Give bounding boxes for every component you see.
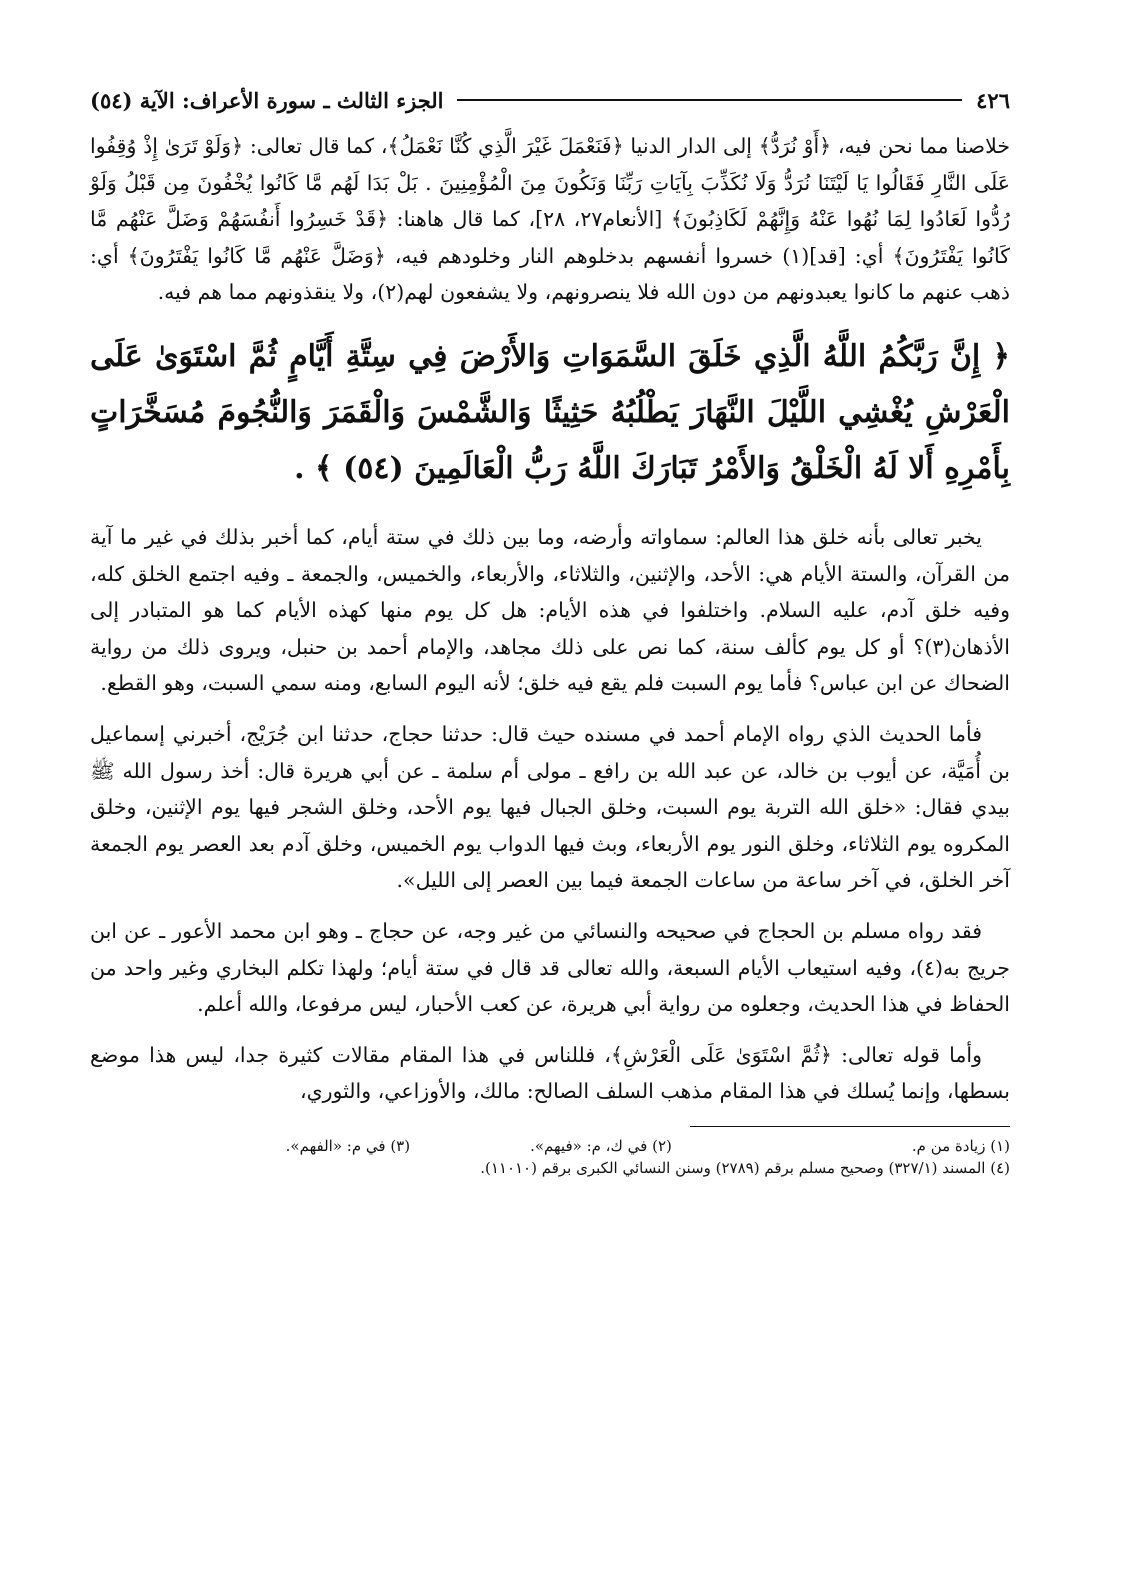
- page-number: ٤٢٦: [976, 87, 1010, 113]
- footnote-1: (١) زيادة من م.: [911, 1136, 1010, 1155]
- paragraph-hadith: فأما الحديث الذي رواه الإمام أحمد في مسنده حيث قال: حدثنا حجاج، حدثنا ابن جُرَيْج، أخبرني إسماعيل بن أُمَيَّة، عن أيوب بن خالد، عن عبد الله بن رافع ـ مولى أم سلمة ـ عن أبي هريرة قال: أخذ رسول الله ﷺ بيدي فقال: «خلق الله التربة يوم السبت، وخلق الجبال فيها يوم الأحد، وخلق الشجر فيها يوم الإثنين، وخلق المكروه يوم الثلاثاء، وخلق النور يوم الأربعاء، وبث فيها الدواب يوم الخميس، وخلق آدم بعد العصر يوم الجمعة آخر الخلق، في آخر ساعة من ساعات الجمعة فيما بين العصر إلى الليل».: [90, 721, 1010, 893]
- intro-paragraph: خلاصنا مما نحن فيه، ﴿أَوْ نُرَدُّ﴾ إلى الدار الدنيا ﴿فَنَعْمَلَ غَيْرَ الَّذِي كُنَّا نَعْمَلُ﴾، كما قال تعالى: ﴿وَلَوْ تَرَىٰ إِذْ وُقِفُوا عَلَى النَّارِ فَقَالُوا يَا لَيْتَنَا نُرَدُّ وَلَا نُكَذِّبَ بِآيَاتِ رَبِّنَا وَنَكُونَ مِنَ الْمُؤْمِنِينَ . بَلْ بَدَا لَهُم مَّا كَانُوا يُخْفُونَ مِن قَبْلُ وَلَوْ رُدُّوا لَعَادُوا لِمَا نُهُوا عَنْهُ وَإِنَّهُمْ لَكَاذِبُونَ﴾ [الأنعام٢٧، ٢٨]، كما قال هاهنا: ﴿قَدْ خَسِرُوا أَنفُسَهُمْ وَضَلَّ عَنْهُم مَّا كَانُوا يَفْتَرُونَ﴾ أي: [قد](١) خسروا أنفسهم بدخلوهم النار وخلودهم فيه، ﴿وَضَلَّ عَنْهُم مَّا كَانُوا يَفْتَرُونَ﴾ أي: ذهب عنهم ما كانوا يعبدونهم من دون الله فلا ينصرونهم، ولا يشفعون لهم(٢)، ولا ينقذونهم مما هم فيه.: [90, 134, 1010, 305]
- footnote-4: (٤) المسند (٣٢٧/١) وصحيح مسلم برقم (٢٧٨٩) وسنن النسائي الكبرى برقم (١١٠١٠).: [480, 1158, 1010, 1177]
- paragraph-creation-days: يخبر تعالى بأنه خلق هذا العالم: سماواته وأرضه، وما بين ذلك في ستة أيام، كما أخبر بذلك في غير ما آية من القرآن، والستة الأيام هي: الأحد، والإثنين، والثلاثاء، والأربعاء، والخميس، والجمعة ـ وفيه اجتمع الخلق كله، وفيه خلق آدم، عليه السلام. واختلفوا في هذه الأيام: هل كل يوم منها كهذه الأيام كما هو المتبادر إلى الأذهان(٣)؟ أو كل يوم كألف سنة، كما نص على ذلك مجاهد، والإمام أحمد بن حنبل، ويروى ذلك من رواية الضحاك عن ابن عباس؟ فأما يوم السبت فلم يقع فيه خلق؛ لأنه اليوم السابع، ومنه سمي السبت، وهو القطع.: [90, 524, 1010, 696]
- header-rule: [457, 99, 962, 101]
- paragraph-istawa: وأما قوله تعالى: ﴿ثُمَّ اسْتَوَىٰ عَلَى الْعَرْشِ﴾، فللناس في هذا المقام مقالات كثيرة جدا، ليس هذا موضع بسطها، وإنما يُسلك في هذا المقام مذهب السلف الصالح: مالك، والأوزاعي، والثوري،: [90, 1042, 1010, 1104]
- footnote-3: (٣) في م: «الفهم».: [285, 1136, 411, 1155]
- book-page: [90, 80, 1010, 1540]
- running-header: [90, 80, 1010, 120]
- footnote-rule: [690, 1126, 1010, 1127]
- footnote-2: (٢) في ك، م: «فيهم».: [530, 1136, 672, 1155]
- footnotes-row-2: [90, 1157, 1010, 1179]
- quran-verse: ﴿ إِنَّ رَبَّكُمُ اللَّهُ الَّذِي خَلَقَ السَّمَوَاتِ وَالأَرْضَ فِي سِتَّةِ أَيَّامٍ ثُمَّ اسْتَوَىٰ عَلَى الْعَرْشِ يُغْشِي اللَّيْلَ النَّهَارَ يَطْلُبُهُ حَثِيثًا وَالشَّمْسَ وَالْقَمَرَ وَالنُّجُومَ مُسَخَّرَاتٍ بِأَمْرِهِ أَلا لَهُ الْخَلْقُ وَالأَمْرُ تَبَارَكَ اللَّهُ رَبُّ الْعَالَمِينَ (٥٤) ﴾ .: [90, 338, 1010, 486]
- header-title: الجزء الثالث ـ سورة الأعراف: الآية (٥٤): [90, 87, 444, 113]
- footnotes-row-1: [90, 1135, 1010, 1157]
- paragraph-muslim-narration: فقد رواه مسلم بن الحجاج في صحيحه والنسائي من غير وجه، عن حجاج ـ وهو ابن محمد الأعور ـ عن ابن جريج به(٤)، وفيه استيعاب الأيام السبعة، والله تعالى قد قال في ستة أيام؛ ولهذا تكلم البخاري وغير واحد من الحفاظ في هذا الحديث، وجعلوه من رواية أبي هريرة، عن كعب الأحبار، ليس مرفوعا، والله أعلم.: [90, 918, 1010, 1017]
